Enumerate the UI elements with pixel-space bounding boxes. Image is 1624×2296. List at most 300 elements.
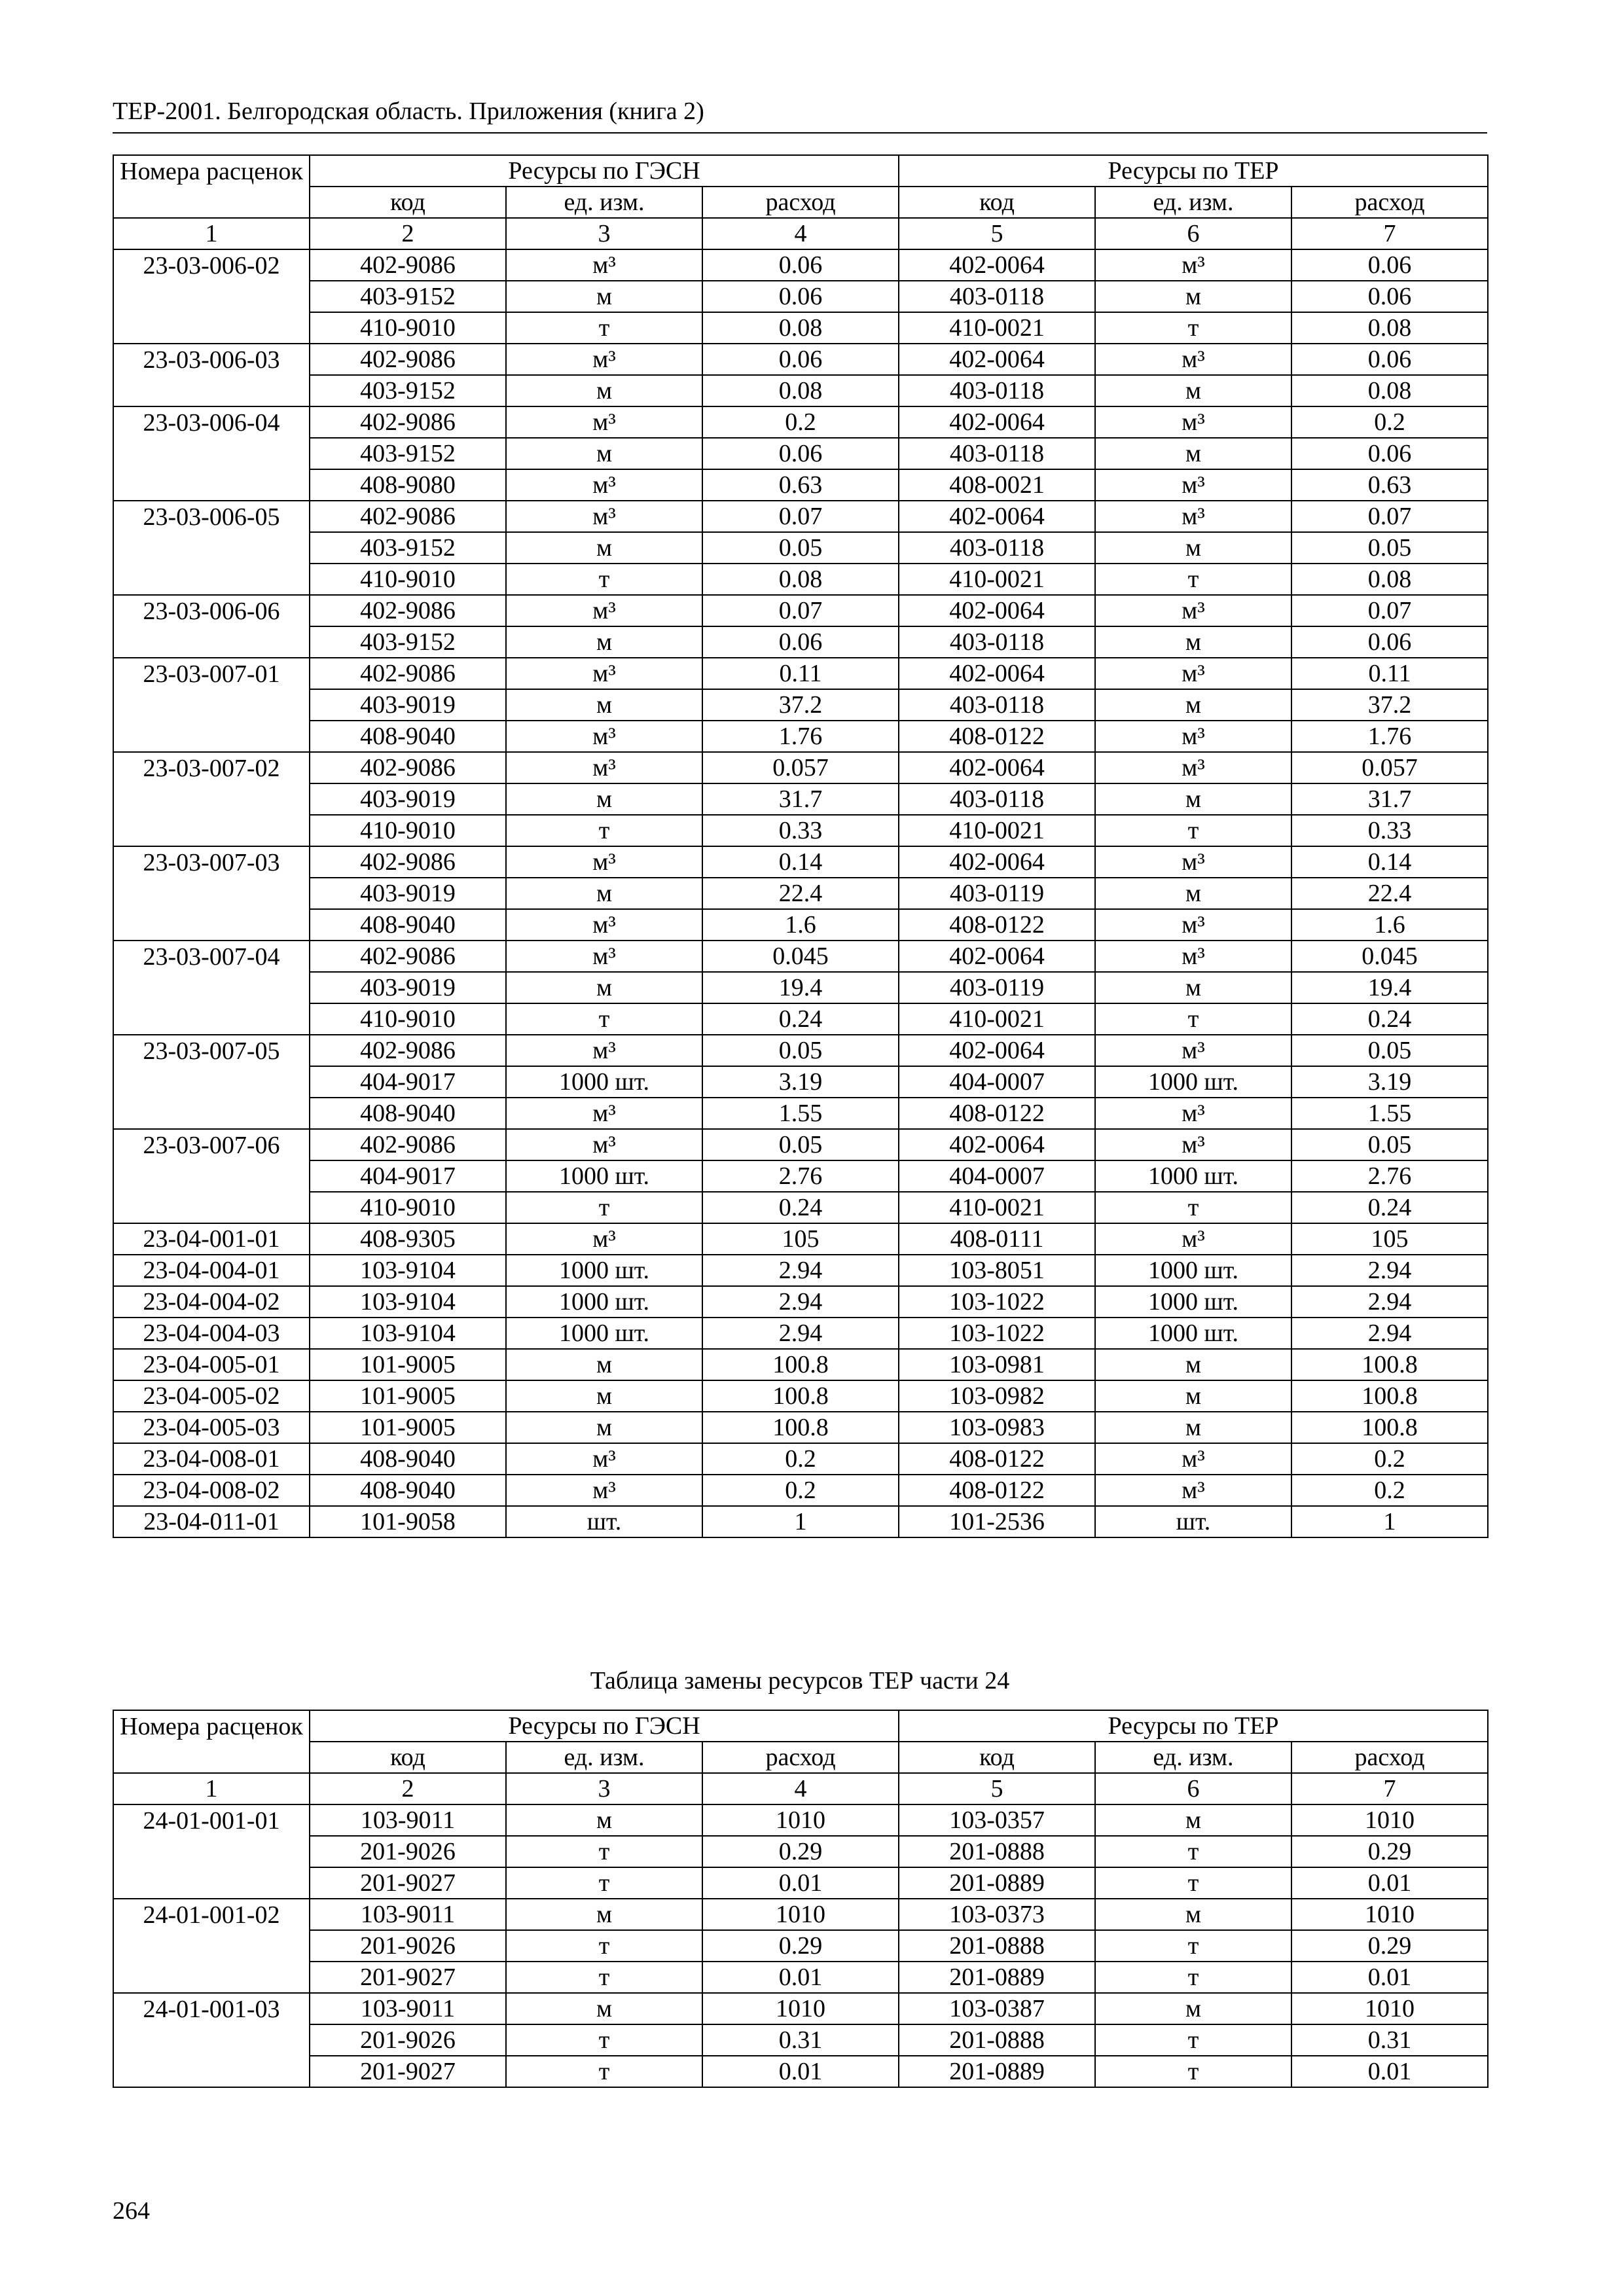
ter-unit-cell: м xyxy=(1095,1349,1291,1380)
ter-consumption-cell: 2.94 xyxy=(1291,1286,1488,1318)
gesn-code-cell: 101-9005 xyxy=(310,1412,506,1443)
ter-code-cell: 402-0064 xyxy=(899,501,1095,532)
ter-code-cell: 402-0064 xyxy=(899,595,1095,626)
ter-unit-cell: м xyxy=(1095,281,1291,312)
ter-consumption-cell: 0.11 xyxy=(1291,658,1488,689)
gesn-consumption-cell: 1010 xyxy=(702,1899,899,1930)
col-number: 5 xyxy=(899,1773,1095,1804)
rates-header: Номера расценок xyxy=(113,155,310,187)
ter-code-cell: 402-0064 xyxy=(899,406,1095,438)
ter-consumption-cell: 100.8 xyxy=(1291,1380,1488,1412)
ter-group-header: Ресурсы по ТЕР xyxy=(899,1710,1488,1742)
gesn-code-cell: 201-9026 xyxy=(310,2024,506,2056)
table-row xyxy=(113,1962,1488,1993)
rate-number-cell-empty xyxy=(113,1192,310,1223)
table-row xyxy=(113,249,1488,281)
gesn-unit-cell: м xyxy=(506,783,702,815)
ter-consumption-cell: 105 xyxy=(1291,1223,1488,1255)
ter-code-cell: 410-0021 xyxy=(899,815,1095,846)
table-row xyxy=(113,721,1488,752)
rate-number-cell-empty xyxy=(113,909,310,941)
ter-code-cell: 402-0064 xyxy=(899,846,1095,878)
gesn-unit-cell: 1000 шт. xyxy=(506,1160,702,1192)
gesn-unit-cell: 1000 шт. xyxy=(506,1255,702,1286)
ter-consumption-cell: 19.4 xyxy=(1291,972,1488,1003)
gesn-unit-cell: м xyxy=(506,1412,702,1443)
table-row xyxy=(113,1899,1488,1930)
gesn-code-cell: 402-9086 xyxy=(310,406,506,438)
rate-number-cell: 24-01-001-02 xyxy=(113,1899,310,1930)
rate-number-cell-empty xyxy=(113,626,310,658)
col-number: 4 xyxy=(702,218,899,249)
table-row xyxy=(113,595,1488,626)
gesn-consumption-cell: 0.01 xyxy=(702,1962,899,1993)
gesn-code-cell: 408-9040 xyxy=(310,1098,506,1129)
rates-header: Номера расценок xyxy=(113,1710,310,1742)
ter-code-cell: 403-0118 xyxy=(899,783,1095,815)
gesn-consumption-cell: 0.07 xyxy=(702,595,899,626)
gesn-consumption-cell: 0.06 xyxy=(702,249,899,281)
gesn-consumption-cell: 0.06 xyxy=(702,281,899,312)
ter-consumption-cell: 37.2 xyxy=(1291,689,1488,721)
gesn-unit-cell: м xyxy=(506,1804,702,1836)
col-number: 1 xyxy=(113,218,310,249)
table-row xyxy=(113,1867,1488,1899)
table-header xyxy=(113,1710,1488,1804)
gesn-consumption-cell: 0.33 xyxy=(702,815,899,846)
ter-code-cell: 403-0118 xyxy=(899,532,1095,564)
ter-unit-cell: м³ xyxy=(1095,658,1291,689)
ter-code-cell: 403-0119 xyxy=(899,972,1095,1003)
ter-unit-cell: м xyxy=(1095,1899,1291,1930)
gesn-code-cell: 103-9011 xyxy=(310,1804,506,1836)
ter-code-cell: 408-0122 xyxy=(899,1443,1095,1475)
ter-consumption-cell: 0.045 xyxy=(1291,941,1488,972)
gesn-code-cell: 403-9019 xyxy=(310,689,506,721)
ter-consumption-cell: 0.06 xyxy=(1291,249,1488,281)
ter-consumption-cell: 0.01 xyxy=(1291,1867,1488,1899)
gesn-group-header: Ресурсы по ГЭСН xyxy=(310,1710,899,1742)
ter-unit-cell: т xyxy=(1095,312,1291,344)
table-row xyxy=(113,1412,1488,1443)
ter-code-cell: 408-0122 xyxy=(899,909,1095,941)
rate-number-cell-empty xyxy=(113,469,310,501)
ter-unit-cell: м xyxy=(1095,532,1291,564)
gesn-code-cell: 402-9086 xyxy=(310,1129,506,1160)
gesn-consumption-cell: 1010 xyxy=(702,1993,899,2024)
gesn-code-cell: 201-9027 xyxy=(310,2056,506,2087)
ter-consumption-cell: 0.24 xyxy=(1291,1003,1488,1035)
ter-code-cell: 402-0064 xyxy=(899,249,1095,281)
table-header xyxy=(113,155,1488,249)
gesn-code-cell: 403-9019 xyxy=(310,972,506,1003)
gesn-consumption-cell: 0.2 xyxy=(702,1443,899,1475)
ter-code-cell: 408-0021 xyxy=(899,469,1095,501)
ter-code-cell: 103-0373 xyxy=(899,1899,1095,1930)
rate-number-cell: 23-04-005-01 xyxy=(113,1349,310,1380)
rate-number-cell: 23-04-004-02 xyxy=(113,1286,310,1318)
ter-consumption-cell: 22.4 xyxy=(1291,878,1488,909)
ter-consumption-cell: 2.94 xyxy=(1291,1318,1488,1349)
ter-unit-cell: 1000 шт. xyxy=(1095,1160,1291,1192)
ter-consumption-cell: 0.08 xyxy=(1291,564,1488,595)
ter-consumption-cell: 0.29 xyxy=(1291,1930,1488,1962)
gesn-consumption-cell: 1.6 xyxy=(702,909,899,941)
table-row xyxy=(113,1836,1488,1867)
ter-consumption-cell: 3.19 xyxy=(1291,1066,1488,1098)
gesn-code-cell: 403-9152 xyxy=(310,532,506,564)
table-row xyxy=(113,1066,1488,1098)
gesn-consumption-cell: 1010 xyxy=(702,1804,899,1836)
rate-number-cell-empty xyxy=(113,532,310,564)
ter-unit-cell: м³ xyxy=(1095,1129,1291,1160)
rate-number-cell: 23-03-007-04 xyxy=(113,941,310,972)
gesn-consumption-cell: 22.4 xyxy=(702,878,899,909)
ter-group-header: Ресурсы по ТЕР xyxy=(899,155,1488,187)
ter-unit-cell: м³ xyxy=(1095,344,1291,375)
gesn-consumption-cell: 0.08 xyxy=(702,564,899,595)
table-body xyxy=(113,1804,1488,2087)
gesn-code-cell: 403-9152 xyxy=(310,626,506,658)
col-code-gesn: код xyxy=(310,187,506,218)
rates-header-cont xyxy=(113,1742,310,1773)
table-row xyxy=(113,1930,1488,1962)
rate-number-cell-empty xyxy=(113,1962,310,1993)
ter-code-cell: 403-0118 xyxy=(899,438,1095,469)
gesn-consumption-cell: 1.55 xyxy=(702,1098,899,1129)
gesn-unit-cell: т xyxy=(506,1930,702,1962)
ter-unit-cell: м³ xyxy=(1095,909,1291,941)
gesn-unit-cell: т xyxy=(506,2024,702,2056)
table-row xyxy=(113,658,1488,689)
gesn-unit-cell: т xyxy=(506,1867,702,1899)
gesn-unit-cell: м³ xyxy=(506,1475,702,1506)
rate-number-cell-empty xyxy=(113,1867,310,1899)
col-consumption-gesn: расход xyxy=(702,1742,899,1773)
ter-code-cell: 403-0119 xyxy=(899,878,1095,909)
gesn-unit-cell: м³ xyxy=(506,1443,702,1475)
gesn-consumption-cell: 0.31 xyxy=(702,2024,899,2056)
table-row xyxy=(113,1223,1488,1255)
gesn-unit-cell: шт. xyxy=(506,1506,702,1537)
gesn-unit-cell: т xyxy=(506,1192,702,1223)
rate-number-cell: 23-03-007-05 xyxy=(113,1035,310,1066)
gesn-consumption-cell: 105 xyxy=(702,1223,899,1255)
ter-unit-cell: т xyxy=(1095,1930,1291,1962)
rate-number-cell-empty xyxy=(113,1836,310,1867)
table-row xyxy=(113,2024,1488,2056)
gesn-unit-cell: м³ xyxy=(506,752,702,783)
column-number-row xyxy=(113,218,1488,249)
gesn-consumption-cell: 0.29 xyxy=(702,1930,899,1962)
table-row xyxy=(113,689,1488,721)
rate-number-cell: 23-04-004-01 xyxy=(113,1255,310,1286)
rate-number-cell-empty xyxy=(113,2056,310,2087)
ter-unit-cell: м xyxy=(1095,783,1291,815)
gesn-unit-cell: м³ xyxy=(506,909,702,941)
gesn-code-cell: 403-9152 xyxy=(310,375,506,406)
ter-code-cell: 201-0888 xyxy=(899,1930,1095,1962)
ter-consumption-cell: 100.8 xyxy=(1291,1412,1488,1443)
table-row xyxy=(113,1380,1488,1412)
gesn-unit-cell: т xyxy=(506,1962,702,1993)
rate-number-cell-empty xyxy=(113,721,310,752)
rate-number-cell-empty xyxy=(113,312,310,344)
ter-code-cell: 402-0064 xyxy=(899,1035,1095,1066)
gesn-unit-cell: 1000 шт. xyxy=(506,1066,702,1098)
ter-consumption-cell: 0.01 xyxy=(1291,2056,1488,2087)
ter-code-cell: 103-0983 xyxy=(899,1412,1095,1443)
ter-code-cell: 103-0387 xyxy=(899,1993,1095,2024)
rate-number-cell-empty xyxy=(113,438,310,469)
rate-number-cell: 23-03-006-02 xyxy=(113,249,310,281)
gesn-code-cell: 103-9011 xyxy=(310,1899,506,1930)
ter-unit-cell: т xyxy=(1095,2056,1291,2087)
gesn-code-cell: 101-9005 xyxy=(310,1349,506,1380)
ter-consumption-cell: 0.06 xyxy=(1291,344,1488,375)
table-row xyxy=(113,1443,1488,1475)
ter-consumption-cell: 0.63 xyxy=(1291,469,1488,501)
ter-unit-cell: м xyxy=(1095,1380,1291,1412)
col-number: 2 xyxy=(310,218,506,249)
ter-consumption-cell: 0.06 xyxy=(1291,438,1488,469)
ter-code-cell: 103-1022 xyxy=(899,1286,1095,1318)
gesn-consumption-cell: 0.24 xyxy=(702,1003,899,1035)
ter-consumption-cell: 0.05 xyxy=(1291,532,1488,564)
col-code-ter: код xyxy=(899,187,1095,218)
gesn-consumption-cell: 0.08 xyxy=(702,375,899,406)
table-row xyxy=(113,783,1488,815)
gesn-code-cell: 103-9104 xyxy=(310,1318,506,1349)
ter-code-cell: 103-0357 xyxy=(899,1804,1095,1836)
gesn-unit-cell: м xyxy=(506,1899,702,1930)
col-number: 3 xyxy=(506,1773,702,1804)
table-row xyxy=(113,564,1488,595)
ter-code-cell: 403-0118 xyxy=(899,626,1095,658)
gesn-code-cell: 403-9152 xyxy=(310,438,506,469)
ter-unit-cell: т xyxy=(1095,1192,1291,1223)
gesn-unit-cell: т xyxy=(506,815,702,846)
ter-unit-cell: 1000 шт. xyxy=(1095,1066,1291,1098)
rate-number-cell: 23-03-007-01 xyxy=(113,658,310,689)
gesn-unit-cell: м³ xyxy=(506,1223,702,1255)
ter-code-cell: 410-0021 xyxy=(899,1003,1095,1035)
ter-unit-cell: м³ xyxy=(1095,469,1291,501)
gesn-unit-cell: м³ xyxy=(506,1035,702,1066)
ter-code-cell: 201-0888 xyxy=(899,2024,1095,2056)
gesn-consumption-cell: 0.07 xyxy=(702,501,899,532)
gesn-unit-cell: м xyxy=(506,281,702,312)
table-row xyxy=(113,815,1488,846)
ter-code-cell: 408-0122 xyxy=(899,1098,1095,1129)
table-row xyxy=(113,941,1488,972)
gesn-code-cell: 403-9019 xyxy=(310,783,506,815)
ter-unit-cell: м xyxy=(1095,1804,1291,1836)
gesn-consumption-cell: 0.01 xyxy=(702,1867,899,1899)
ter-unit-cell: т xyxy=(1095,1962,1291,1993)
gesn-unit-cell: м³ xyxy=(506,406,702,438)
ter-code-cell: 403-0118 xyxy=(899,375,1095,406)
table-row xyxy=(113,878,1488,909)
ter-consumption-cell: 1 xyxy=(1291,1506,1488,1537)
gesn-consumption-cell: 0.06 xyxy=(702,344,899,375)
gesn-code-cell: 410-9010 xyxy=(310,815,506,846)
ter-consumption-cell: 1.6 xyxy=(1291,909,1488,941)
gesn-unit-cell: м³ xyxy=(506,1098,702,1129)
rate-number-cell: 23-04-001-01 xyxy=(113,1223,310,1255)
ter-consumption-cell: 0.07 xyxy=(1291,501,1488,532)
gesn-code-cell: 410-9010 xyxy=(310,312,506,344)
col-unit-gesn: ед. изм. xyxy=(506,187,702,218)
gesn-code-cell: 404-9017 xyxy=(310,1066,506,1098)
table-caption: Таблица замены ресурсов ТЕР части 24 xyxy=(590,1667,1010,1695)
rate-number-cell: 23-03-007-03 xyxy=(113,846,310,878)
table-row xyxy=(113,1318,1488,1349)
ter-unit-cell: м³ xyxy=(1095,595,1291,626)
gesn-code-cell: 201-9026 xyxy=(310,1930,506,1962)
col-code-ter: код xyxy=(899,1742,1095,1773)
ter-unit-cell: м³ xyxy=(1095,721,1291,752)
gesn-code-cell: 403-9152 xyxy=(310,281,506,312)
gesn-consumption-cell: 0.01 xyxy=(702,2056,899,2087)
ter-consumption-cell: 2.76 xyxy=(1291,1160,1488,1192)
ter-unit-cell: 1000 шт. xyxy=(1095,1255,1291,1286)
gesn-code-cell: 408-9080 xyxy=(310,469,506,501)
col-number: 2 xyxy=(310,1773,506,1804)
ter-code-cell: 408-0122 xyxy=(899,721,1095,752)
gesn-code-cell: 101-9058 xyxy=(310,1506,506,1537)
gesn-consumption-cell: 0.05 xyxy=(702,1129,899,1160)
gesn-code-cell: 402-9086 xyxy=(310,249,506,281)
gesn-consumption-cell: 0.63 xyxy=(702,469,899,501)
gesn-code-cell: 402-9086 xyxy=(310,1035,506,1066)
table-row xyxy=(113,1475,1488,1506)
ter-unit-cell: м xyxy=(1095,438,1291,469)
ter-consumption-cell: 0.2 xyxy=(1291,1443,1488,1475)
gesn-consumption-cell: 1.76 xyxy=(702,721,899,752)
ter-code-cell: 103-8051 xyxy=(899,1255,1095,1286)
gesn-unit-cell: м xyxy=(506,689,702,721)
ter-unit-cell: т xyxy=(1095,815,1291,846)
ter-unit-cell: шт. xyxy=(1095,1506,1291,1537)
ter-consumption-cell: 0.057 xyxy=(1291,752,1488,783)
rate-number-cell: 23-03-006-03 xyxy=(113,344,310,375)
ter-unit-cell: м³ xyxy=(1095,1098,1291,1129)
rate-number-cell-empty xyxy=(113,1098,310,1129)
ter-code-cell: 402-0064 xyxy=(899,752,1095,783)
gesn-consumption-cell: 0.14 xyxy=(702,846,899,878)
gesn-unit-cell: т xyxy=(506,1836,702,1867)
ter-unit-cell: м³ xyxy=(1095,1443,1291,1475)
rate-number-cell-empty xyxy=(113,564,310,595)
col-number: 3 xyxy=(506,218,702,249)
ter-unit-cell: м xyxy=(1095,689,1291,721)
gesn-consumption-cell: 2.94 xyxy=(702,1318,899,1349)
gesn-code-cell: 402-9086 xyxy=(310,344,506,375)
ter-code-cell: 410-0021 xyxy=(899,564,1095,595)
rate-number-cell: 23-03-006-06 xyxy=(113,595,310,626)
ter-consumption-cell: 0.24 xyxy=(1291,1192,1488,1223)
table-row xyxy=(113,1035,1488,1066)
gesn-unit-cell: м³ xyxy=(506,469,702,501)
gesn-consumption-cell: 0.08 xyxy=(702,312,899,344)
ter-unit-cell: м xyxy=(1095,878,1291,909)
table-body xyxy=(113,249,1488,1537)
gesn-code-cell: 101-9005 xyxy=(310,1380,506,1412)
gesn-code-cell: 408-9040 xyxy=(310,909,506,941)
gesn-consumption-cell: 19.4 xyxy=(702,972,899,1003)
gesn-consumption-cell: 0.2 xyxy=(702,1475,899,1506)
gesn-unit-cell: м xyxy=(506,972,702,1003)
ter-consumption-cell: 1010 xyxy=(1291,1899,1488,1930)
ter-code-cell: 402-0064 xyxy=(899,1129,1095,1160)
gesn-unit-cell: м xyxy=(506,1993,702,2024)
gesn-consumption-cell: 0.24 xyxy=(702,1192,899,1223)
col-unit-ter: ед. изм. xyxy=(1095,1742,1291,1773)
ter-consumption-cell: 0.29 xyxy=(1291,1836,1488,1867)
ter-code-cell: 403-0118 xyxy=(899,281,1095,312)
col-number: 7 xyxy=(1291,218,1488,249)
rate-number-cell-empty xyxy=(113,972,310,1003)
ter-code-cell: 201-0889 xyxy=(899,1962,1095,1993)
ter-unit-cell: м³ xyxy=(1095,249,1291,281)
gesn-code-cell: 410-9010 xyxy=(310,564,506,595)
ter-code-cell: 201-0888 xyxy=(899,1836,1095,1867)
gesn-consumption-cell: 0.2 xyxy=(702,406,899,438)
rate-number-cell-empty xyxy=(113,1930,310,1962)
ter-unit-cell: м³ xyxy=(1095,1475,1291,1506)
ter-code-cell: 201-0889 xyxy=(899,1867,1095,1899)
rate-number-cell-empty xyxy=(113,783,310,815)
gesn-code-cell: 201-9027 xyxy=(310,1867,506,1899)
ter-consumption-cell: 1.55 xyxy=(1291,1098,1488,1129)
rate-number-cell-empty xyxy=(113,689,310,721)
ter-consumption-cell: 1010 xyxy=(1291,1804,1488,1836)
rates-header-cont xyxy=(113,187,310,218)
gesn-consumption-cell: 0.11 xyxy=(702,658,899,689)
table-row xyxy=(113,752,1488,783)
rate-number-cell-empty xyxy=(113,281,310,312)
ter-consumption-cell: 0.05 xyxy=(1291,1129,1488,1160)
ter-unit-cell: м³ xyxy=(1095,846,1291,878)
col-number: 1 xyxy=(113,1773,310,1804)
ter-unit-cell: т xyxy=(1095,2024,1291,2056)
ter-unit-cell: т xyxy=(1095,1003,1291,1035)
ter-consumption-cell: 0.06 xyxy=(1291,281,1488,312)
table-row xyxy=(113,1993,1488,2024)
gesn-consumption-cell: 3.19 xyxy=(702,1066,899,1098)
ter-consumption-cell: 0.08 xyxy=(1291,312,1488,344)
ter-code-cell: 402-0064 xyxy=(899,658,1095,689)
gesn-consumption-cell: 100.8 xyxy=(702,1380,899,1412)
gesn-consumption-cell: 2.94 xyxy=(702,1286,899,1318)
ter-code-cell: 201-0889 xyxy=(899,2056,1095,2087)
header-divider xyxy=(113,132,1487,134)
col-number: 4 xyxy=(702,1773,899,1804)
ter-unit-cell: м³ xyxy=(1095,752,1291,783)
table-row xyxy=(113,312,1488,344)
gesn-consumption-cell: 2.76 xyxy=(702,1160,899,1192)
col-number: 5 xyxy=(899,218,1095,249)
col-consumption-gesn: расход xyxy=(702,187,899,218)
ter-consumption-cell: 0.2 xyxy=(1291,406,1488,438)
ter-code-cell: 103-1022 xyxy=(899,1318,1095,1349)
table-row xyxy=(113,1255,1488,1286)
gesn-code-cell: 408-9040 xyxy=(310,1443,506,1475)
ter-consumption-cell: 0.2 xyxy=(1291,1475,1488,1506)
gesn-unit-cell: м xyxy=(506,626,702,658)
gesn-unit-cell: м xyxy=(506,1349,702,1380)
